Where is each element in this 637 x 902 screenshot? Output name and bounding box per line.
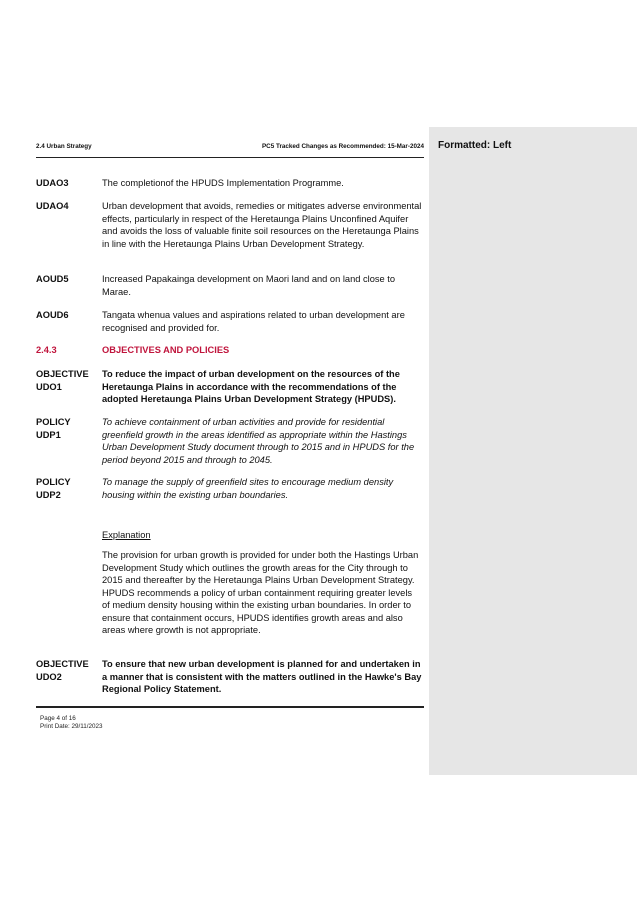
entry-text: To achieve containment of urban activities and provide for residential greenfield growth in the areas identified as appropriate within the Hastings Urban Development Study document through to 2015 and in HPUDS for the period beyond 2015 and through to 2045. [102,417,415,465]
code-line: UDP2 [36,489,61,500]
code-line: UDO2 [36,671,62,682]
code-line: UDO1 [36,381,62,392]
header-divider [36,157,424,158]
entry-text: To manage the supply of greenfield sites to encourage medium density housing within the existing urban boundaries. [102,477,394,500]
section-title: OBJECTIVES AND POLICIES [102,345,230,355]
entry-text: The completionof the HPUDS Implementation Programme. [102,178,344,188]
page-footer [40,715,103,731]
print-date: Print Date: 29/11/2023 [40,723,103,730]
code-line: UDP1 [36,429,61,440]
header-section-title: 2.4 Urban Strategy [36,143,92,150]
entry-text: To reduce the impact of urban development on the resources of the Heretaunga Plains in accordance with the recommendations of the adopted Heretaunga Plains Urban Development Strategy (HPUDS). [102,369,400,404]
entry-text: To ensure that new urban development is planned for and undertaken in a manner that is consistent with the matters outlined in the Hawke's Bay Regional Policy Statement. [102,659,422,694]
code-line: POLICY [36,477,71,487]
code-line: POLICY [36,417,71,427]
entry-code: AOUD6 [36,310,69,320]
section-number: 2.4.3 [36,345,57,355]
entry-text: Tangata whenua values and aspirations related to urban development are recognised and provided for. [102,310,405,333]
page-header [36,143,424,150]
comment-pane [429,127,637,775]
entry-code: AOUD5 [36,274,69,284]
entry-text: Urban development that avoids, remedies or mitigates adverse environmental effects, particularly in respect of the Heretaunga Plains Unconfined Aquifer and avoids the loss of valuable finite soil resources on the Heretaunga Plains in line with the Heretaunga Plains Urban Development Strategy. [102,201,422,249]
explanation-body: The provision for urban growth is provided for under both the Hastings Urban Development Study which outlines the growth areas for the City through to 2015 and thereafter by the Heretaunga Plains Urban Development Strategy. HPUDS recommends a policy of urban containment requiring greater levels of medium density housing within the existing urban boundaries. In order to ensure that containment occurs, HPUDS identifies growth areas and also areas where growth is not appropriate. [102,550,419,635]
explanation-heading: Explanation [102,530,151,540]
entry-code: UDAO4 [36,201,69,211]
footer-divider [36,706,424,708]
code-line: OBJECTIVE [36,369,89,379]
code-line: OBJECTIVE [36,659,89,669]
formatting-comment[interactable]: Formatted: Left [438,140,512,151]
entry-text: Increased Papakainga development on Maori land and on land close to Marae. [102,274,396,297]
entry-code: UDAO3 [36,178,69,188]
entry-code [36,368,98,393]
entry-code [36,476,98,501]
page-number: Page 4 of 16 [40,715,76,722]
entry-code [36,416,98,441]
entry-code [36,658,98,683]
header-doc-status: PC5 Tracked Changes as Recommended: 15-Mar-2024 [261,143,424,150]
